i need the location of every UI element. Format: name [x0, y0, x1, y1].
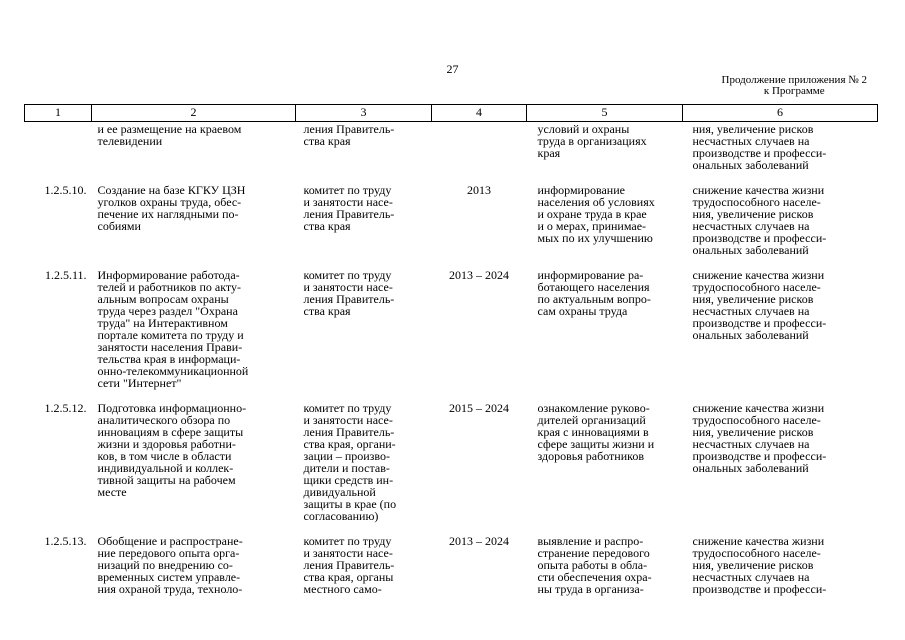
consequence-text: ния, увеличение рисков несчастных случаев на производстве и професси- ональных заболеваний: [692, 122, 827, 172]
result-text: ознакомление руково- дителей организаций края с инновациями в сфере защиты жизни и здоровья работников: [537, 401, 655, 463]
result-text: условий и охраны труда в организациях края: [537, 122, 647, 160]
measure-text: Подготовка информационно- аналитического обзора по инновациям в сфере защиты жизни и здоровья работни- ков, в том числе в области индивидуальной и коллек- тивной защиты на рабочем месте: [97, 401, 247, 499]
executor-text: комитет по труду и занятости насе- ления Правитель- ства края: [303, 268, 395, 318]
item-number: [25, 122, 92, 172]
executor-text: ления Правитель- ства края: [303, 122, 395, 148]
executor-text: комитет по труду и занятости насе- ления Правитель- ства края, органы местного само-: [303, 534, 395, 596]
period-text: 2015 – 2024: [449, 401, 509, 415]
table-row: [25, 256, 878, 389]
period-text: 2013: [467, 183, 491, 197]
table-row: [25, 522, 878, 595]
result-text: выявление и распро- странение передового опыта работы в обла- сти обеспечения охра- ны труда в организа-: [537, 534, 652, 596]
measure-text: и ее размещение на краевом телевидении: [97, 122, 242, 148]
consequence-text: снижение качества жизни трудоспособного населе- ния, увеличение рисков несчастных случаев на производстве и професси- ональных заболеваний: [692, 268, 827, 342]
table-header-row: [25, 105, 878, 122]
item-number: 1.2.5.10.: [44, 183, 87, 197]
program-table: [24, 104, 878, 595]
consequence-text: снижение качества жизни трудоспособного населе- ния, увеличение рисков несчастных случаев на производстве и професси- ональных заболеваний: [692, 401, 827, 475]
measure-text: Информирование работода- телей и работников по акту- альным вопросам охраны труда через раздел "Охрана труда" на Интерактивном портале комитета по труду и занятости населения Прави- тельства края в информаци- онно-телекоммуникационной сети "Интернет": [97, 268, 249, 390]
table-row: [25, 171, 878, 256]
consequence-text: снижение качества жизни трудоспособного населе- ния, увеличение рисков несчастных случаев на производстве и професси- ональных заболеваний: [692, 183, 827, 257]
executor-text: комитет по труду и занятости насе- ления Правитель- ства края: [303, 183, 395, 233]
column-header: 4: [432, 105, 527, 122]
executor-text: комитет по труду и занятости насе- ления Правитель- ства края, органи- зации – произво- дители и постав- щики средств ин- дивидуальной защиты в крае (по согласованию): [303, 401, 397, 523]
page-number: 27: [446, 62, 459, 76]
measure-text: Создание на базе КГКУ ЦЗН уголков охраны труда, обес- печение их наглядными по- собиями: [97, 183, 246, 233]
result-text: информирование ра- ботающего населения по актуальным вопро- сам охраны труда: [537, 268, 651, 318]
column-header: 2: [92, 105, 296, 122]
column-header: 6: [683, 105, 878, 122]
measure-text: Обобщение и распростране- ние передового опыта орга- низаций по внедрению со- временных систем управле- ния охраной труда, техноло-: [97, 534, 243, 596]
table-row: [25, 122, 878, 172]
item-number: 1.2.5.12.: [44, 401, 87, 415]
column-header: 1: [25, 105, 92, 122]
table-row: [25, 389, 878, 522]
item-number: 1.2.5.13.: [44, 534, 87, 548]
item-number: 1.2.5.11.: [44, 268, 87, 282]
column-header: 3: [296, 105, 432, 122]
period-text: 2013 – 2024: [449, 534, 509, 548]
period-text: 2013 – 2024: [449, 268, 509, 282]
column-header: 5: [527, 105, 683, 122]
result-text: информирование населения об условиях и охране труда в крае и о мерах, принимае- мых по их улучшению: [537, 183, 655, 245]
period-text: [432, 122, 527, 172]
continuation-label: Продолжение приложения № 2 к Программе: [721, 74, 867, 97]
consequence-text: снижение качества жизни трудоспособного населе- ния, увеличение рисков несчастных случаев на производстве и професси-: [692, 534, 827, 596]
